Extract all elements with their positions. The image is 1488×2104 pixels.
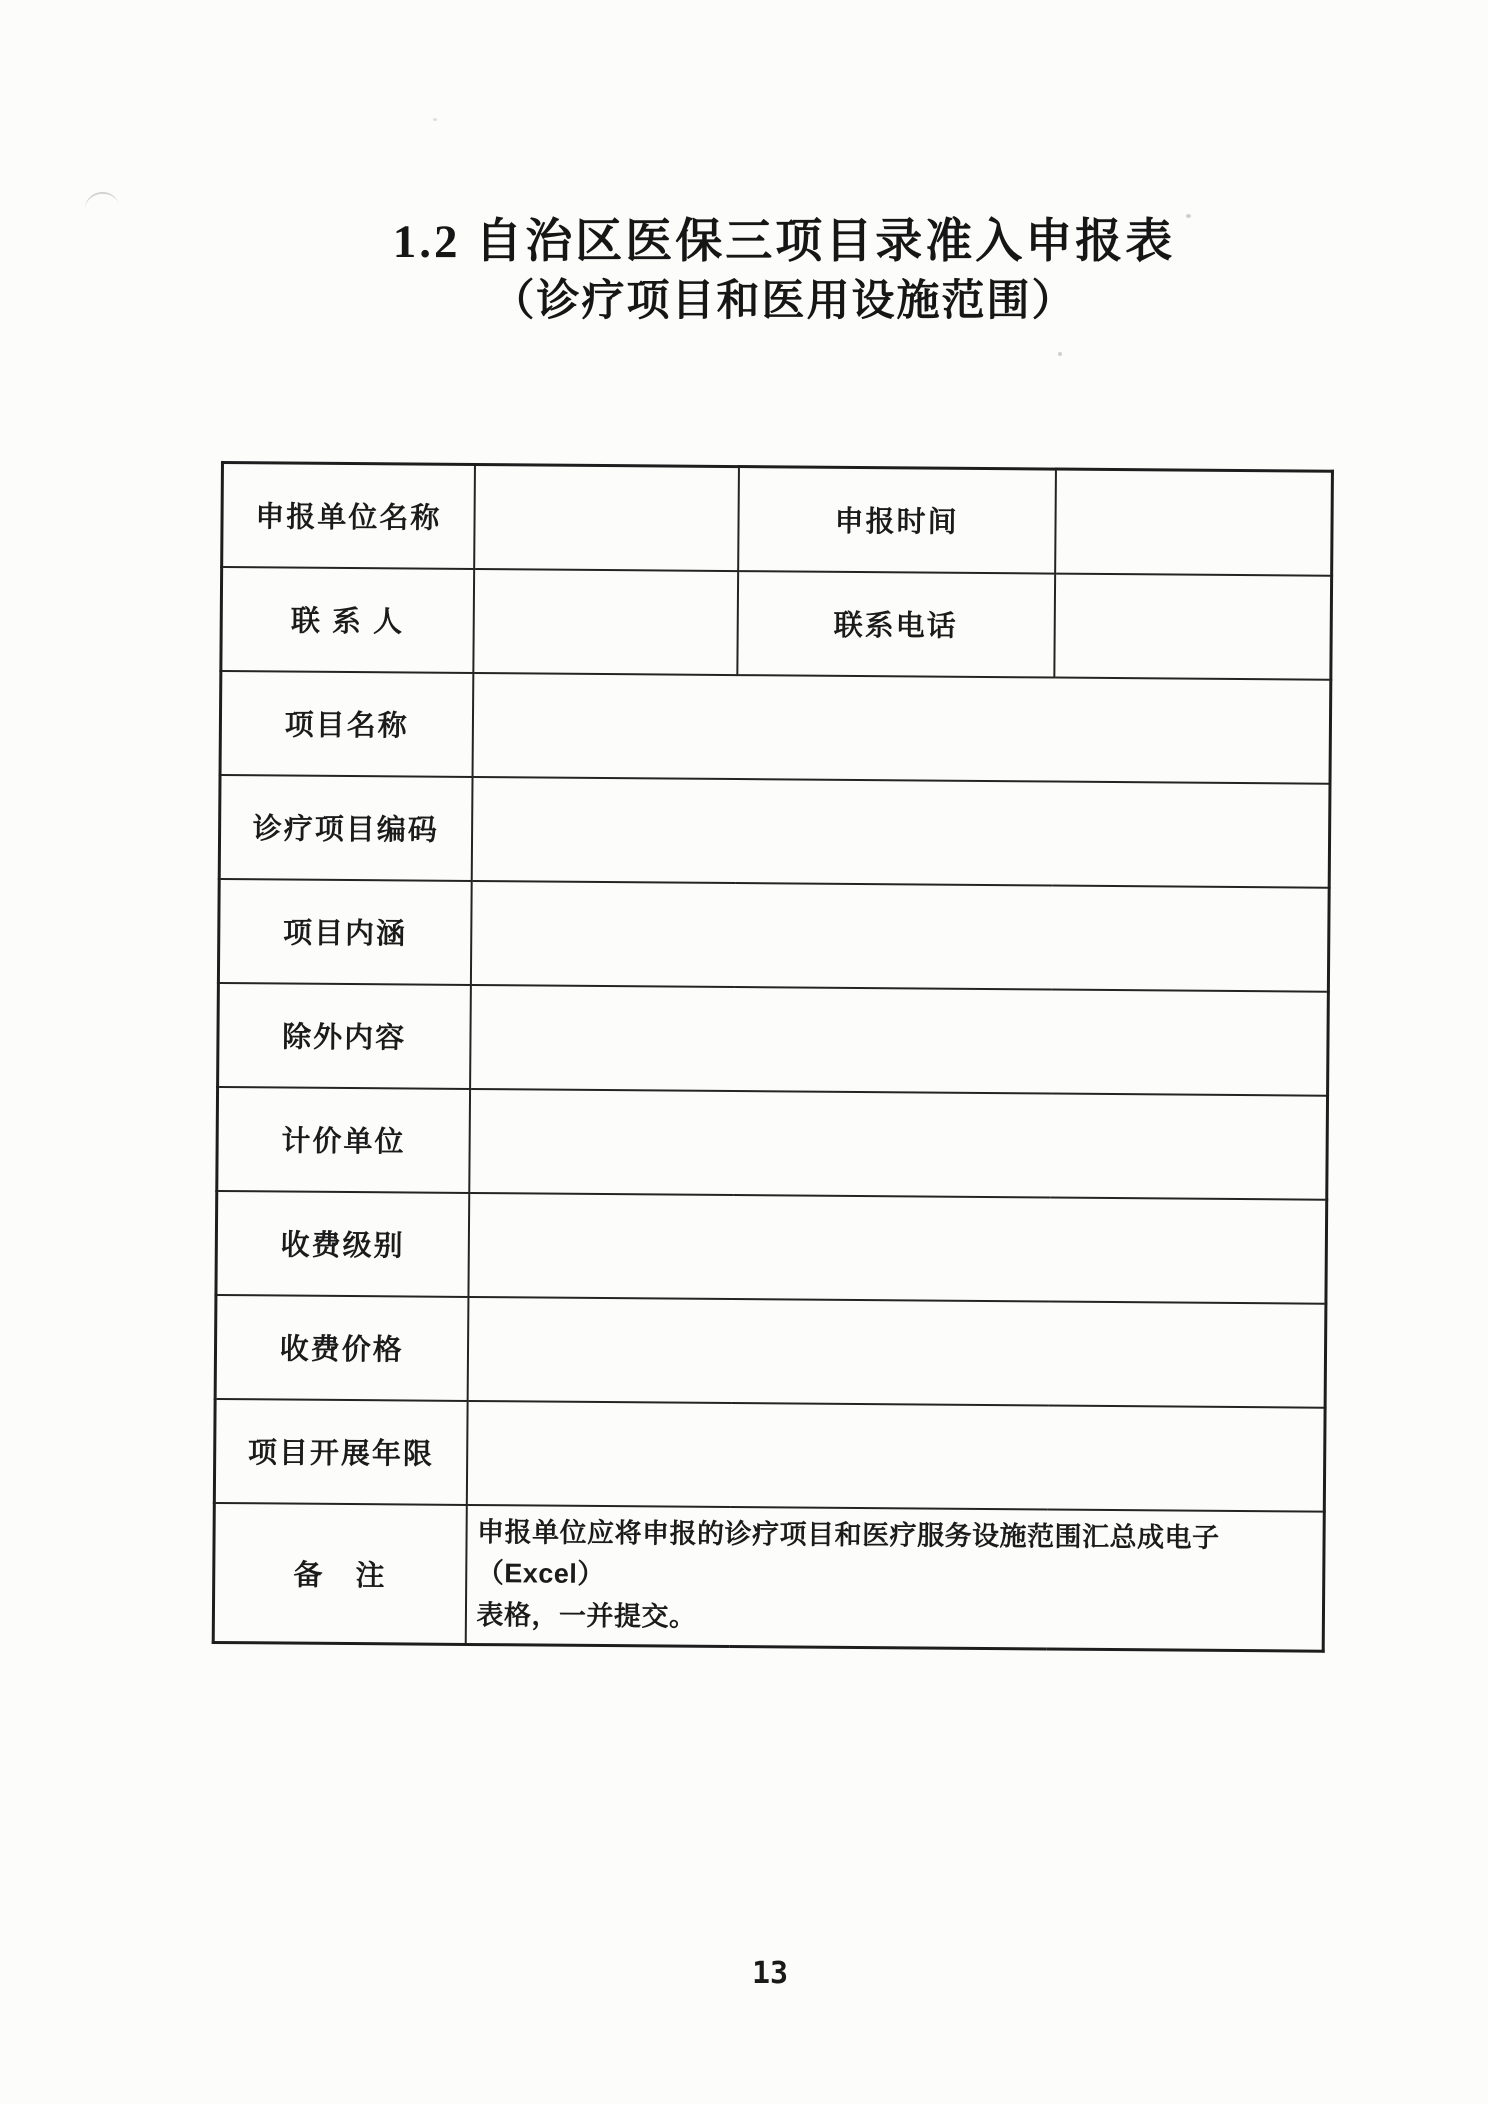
project-name-input-cell [472, 672, 1331, 783]
table-row-project-connotation [218, 878, 1329, 991]
table-row-pricing-unit [217, 1086, 1328, 1199]
exclusions-input-cell [470, 984, 1329, 1095]
treatment-item-code-input-cell [471, 776, 1330, 887]
treatment-item-code-label: 诊疗项目编码 [219, 775, 472, 881]
scan-artifact-curve [83, 190, 119, 211]
table-row-exclusions [218, 982, 1329, 1095]
contact-person-input-cell [473, 568, 738, 674]
scan-speckle [1058, 352, 1062, 356]
pricing-unit-label: 计价单位 [217, 1086, 470, 1192]
page-number: 13 [751, 1956, 789, 1991]
charge-level-label: 收费级别 [216, 1190, 469, 1296]
charge-level-input-cell [468, 1192, 1327, 1303]
declaring-unit-name-input-cell [474, 464, 739, 570]
document-title-block [40, 214, 1488, 328]
declare-time-label: 申报时间 [738, 467, 1056, 573]
charge-price-label: 收费价格 [215, 1294, 468, 1400]
remark-label: 备 注 [213, 1502, 466, 1644]
declaring-unit-name-label: 申报单位名称 [222, 463, 475, 569]
project-connotation-input-cell [470, 880, 1329, 991]
project-years-input-cell [466, 1400, 1325, 1511]
page-subtitle: （诊疗项目和医用设施范围） [491, 278, 1077, 326]
table-row-treatment-item-code [219, 775, 1330, 888]
contact-person-label: 联 系 人 [221, 567, 474, 673]
project-years-label: 项目开展年限 [214, 1398, 467, 1504]
project-name-label: 项目名称 [220, 671, 473, 777]
contact-phone-input-cell [1054, 573, 1332, 679]
remark-text: 申报单位应将申报的诊疗项目和医疗服务设施范围汇总成电子（Excel） 表格，一并提交。 [465, 1504, 1324, 1651]
table-row-remark [213, 1502, 1324, 1651]
charge-price-input-cell [467, 1296, 1326, 1407]
application-form-table [212, 461, 1334, 1653]
table-row-project-name [220, 671, 1331, 784]
table-row-contact [221, 567, 1332, 680]
project-connotation-label: 项目内涵 [218, 878, 471, 984]
exclusions-label: 除外内容 [218, 982, 471, 1088]
table-row-charge-level [216, 1190, 1327, 1303]
table-row-declaring-unit [222, 463, 1333, 576]
scan-speckle [433, 118, 437, 121]
table-row-project-years [214, 1398, 1325, 1511]
table-row-charge-price [215, 1294, 1326, 1407]
pricing-unit-input-cell [469, 1088, 1328, 1199]
page-title: 1.2 自治区医保三项目录准入申报表 [392, 216, 1176, 268]
declare-time-input-cell [1055, 469, 1333, 575]
contact-phone-label: 联系电话 [737, 571, 1055, 677]
